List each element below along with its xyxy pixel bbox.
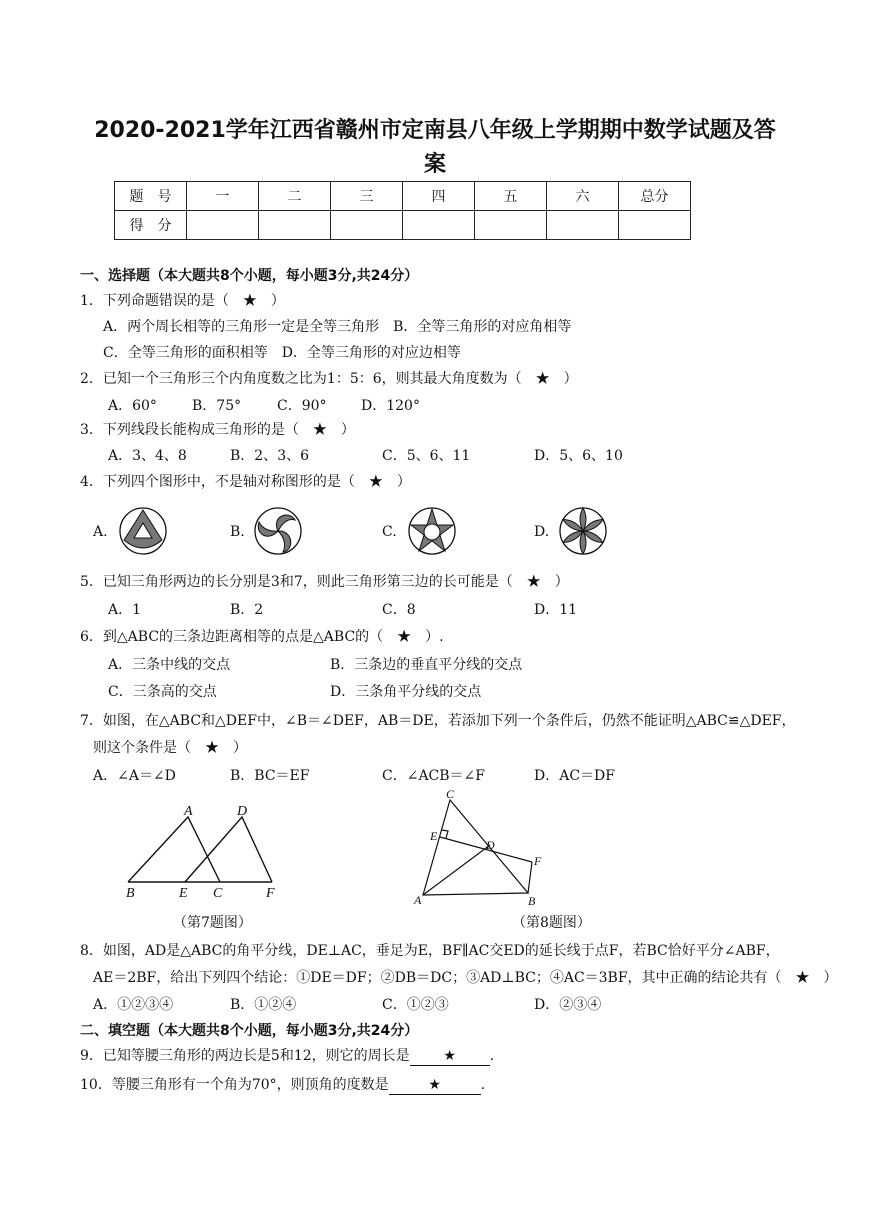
page-title: [60, 114, 810, 182]
question-7-stem: 7．如图，在△ABC和△DEF中，∠B＝∠DEF，AB＝DE，若添加下列一个条件后，仍然不能证明△ABC≌△DEF，: [80, 713, 796, 729]
question-8-stem-continued: AE＝2BF，给出下列四个结论：①DE＝DF；②DB＝DC；③AD⊥BC；④AC＝3BF，其中正确的结论共有（ ★ ）: [93, 970, 838, 986]
question-2-option: A．60°: [108, 398, 157, 414]
question-3-option: D．5、6、10: [534, 448, 623, 464]
score-header-row: [115, 182, 691, 211]
question-4-option-label: C.: [382, 524, 397, 540]
score-cell: 题 号: [115, 182, 187, 211]
question-10-answer-blank[interactable]: ★: [389, 1076, 481, 1095]
question-5-option: A．1: [108, 602, 142, 618]
question-10: [80, 1076, 485, 1095]
question-4-option-label: D.: [534, 524, 550, 540]
figure-8-caption: （第8题图）: [512, 915, 591, 931]
question-3-stem: 3．下列线段长能构成三角形的是（ ★ ）: [80, 422, 355, 438]
question-7-option: A．∠A＝∠D: [93, 768, 176, 784]
section-heading-fill: 二、填空题（本大题共8个小题，每小题3分,共24分）: [80, 1023, 419, 1039]
question-10-text: 10．等腰三角形有一个角为70°，则顶角的度数是: [80, 1077, 389, 1093]
score-cell: 四: [403, 182, 475, 211]
score-cell: [331, 211, 403, 240]
question-1-options-cd: C．全等三角形的面积相等 D．全等三角形的对应边相等: [103, 345, 461, 361]
question-6-option: B．三条边的垂直平分线的交点: [330, 657, 523, 673]
question-9-text: 9．已知等腰三角形的两边长是5和12，则它的周长是: [80, 1048, 410, 1064]
score-cell: [547, 211, 619, 240]
question-2-option: C．90°: [277, 398, 327, 414]
figure-8-label-d: D: [486, 838, 495, 852]
question-7-option: D．AC＝DF: [534, 768, 615, 784]
figure-8-label-a: A: [414, 893, 422, 907]
figure-7-label-a: A: [184, 804, 193, 819]
question-7-stem-continued: 则这个条件是（ ★ ）: [93, 740, 247, 756]
figure-7-label-f: F: [266, 886, 275, 901]
question-4-stem: 4．下列四个图形中，不是轴对称图形的是（ ★ ）: [80, 474, 411, 490]
question-8-option: C．①②③: [382, 997, 449, 1013]
question-6-option: C．三条高的交点: [108, 684, 217, 700]
question-2-option: D．120°: [361, 398, 420, 414]
score-cell: 三: [331, 182, 403, 211]
question-2-option: B．75°: [192, 398, 242, 414]
score-cell: 五: [475, 182, 547, 211]
question-1-stem: 1．下列命题错误的是（ ★ ）: [80, 293, 285, 309]
score-cell: 一: [187, 182, 259, 211]
score-cell: [259, 211, 331, 240]
figure-8-triangle: [410, 785, 560, 910]
question-9-answer-blank[interactable]: ★: [410, 1047, 490, 1066]
figure-7-label-b: B: [126, 886, 135, 901]
option-c-star-figure: [407, 506, 457, 556]
question-5-stem: 5．已知三角形两边的长分别是3和7，则此三角形第三边的长可能是（ ★ ）: [80, 574, 569, 590]
option-b-swirl-figure: [253, 506, 303, 556]
title-line-2: 案: [423, 152, 446, 177]
question-7-option: B．BC＝EF: [230, 768, 310, 784]
question-8-stem: 8．如图，AD是△ABC的角平分线，DE⊥AC，垂足为E，BF∥AC交ED的延长线于点F，若BC恰好平分∠ABF，: [80, 943, 780, 959]
question-5-option: C．8: [382, 602, 416, 618]
score-cell: 得 分: [115, 211, 187, 240]
figure-8-label-b: B: [528, 894, 536, 908]
question-3-option: C．5、6、11: [382, 448, 471, 464]
question-4-option-label: B.: [230, 524, 245, 540]
figure-7-caption: （第7题图）: [173, 915, 252, 931]
score-cell: 二: [259, 182, 331, 211]
score-cell: [403, 211, 475, 240]
question-9: [80, 1047, 494, 1066]
question-3-option: A．3、4、8: [108, 448, 187, 464]
score-cell: 总分: [619, 182, 691, 211]
question-8-option: A．①②③④: [93, 997, 174, 1013]
question-9-end: .: [489, 1048, 495, 1064]
question-2-stem: 2．已知一个三角形三个内角度数之比为1：5：6，则其最大角度数为（ ★ ）: [80, 371, 578, 387]
question-8-option: B．①②④: [230, 997, 297, 1013]
question-10-end: .: [480, 1077, 486, 1093]
question-6-option: A．三条中线的交点: [108, 657, 231, 673]
question-1-options-ab: A．两个周长相等的三角形一定是全等三角形 B．全等三角形的对应角相等: [103, 319, 572, 335]
score-table: [114, 181, 691, 240]
score-cell: [475, 211, 547, 240]
score-cell: [619, 211, 691, 240]
option-a-triangle-figure: [118, 506, 168, 556]
question-6-option: D．三条角平分线的交点: [330, 684, 482, 700]
score-cell: [187, 211, 259, 240]
figure-7-label-c: C: [213, 886, 223, 901]
figure-7-label-d: D: [237, 804, 248, 819]
figure-8-label-f: F: [534, 854, 542, 868]
figure-7-label-e: E: [179, 886, 188, 901]
question-8-option: D．②③④: [534, 997, 602, 1013]
question-4-option-label: A.: [93, 524, 108, 540]
score-cell: 六: [547, 182, 619, 211]
question-6-stem: 6．到△ABC的三条边距离相等的点是△ABC的（ ★ ）.: [80, 629, 444, 645]
title-line-1: 2020-2021学年江西省赣州市定南县八年级上学期期中数学试题及答: [94, 118, 776, 143]
question-5-option: B．2: [230, 602, 264, 618]
question-5-option: D．11: [534, 602, 578, 618]
section-heading-choice: 一、选择题（本大题共8个小题，每小题3分,共24分）: [80, 268, 419, 284]
score-value-row: [115, 211, 691, 240]
question-3-option: B．2、3、6: [230, 448, 310, 464]
option-d-flower-figure: [558, 506, 608, 556]
figure-8-label-e: E: [430, 829, 438, 843]
question-7-option: C．∠ACB＝∠F: [382, 768, 485, 784]
figure-8-label-c: C: [446, 787, 455, 801]
figure-7-triangles: [118, 800, 288, 905]
